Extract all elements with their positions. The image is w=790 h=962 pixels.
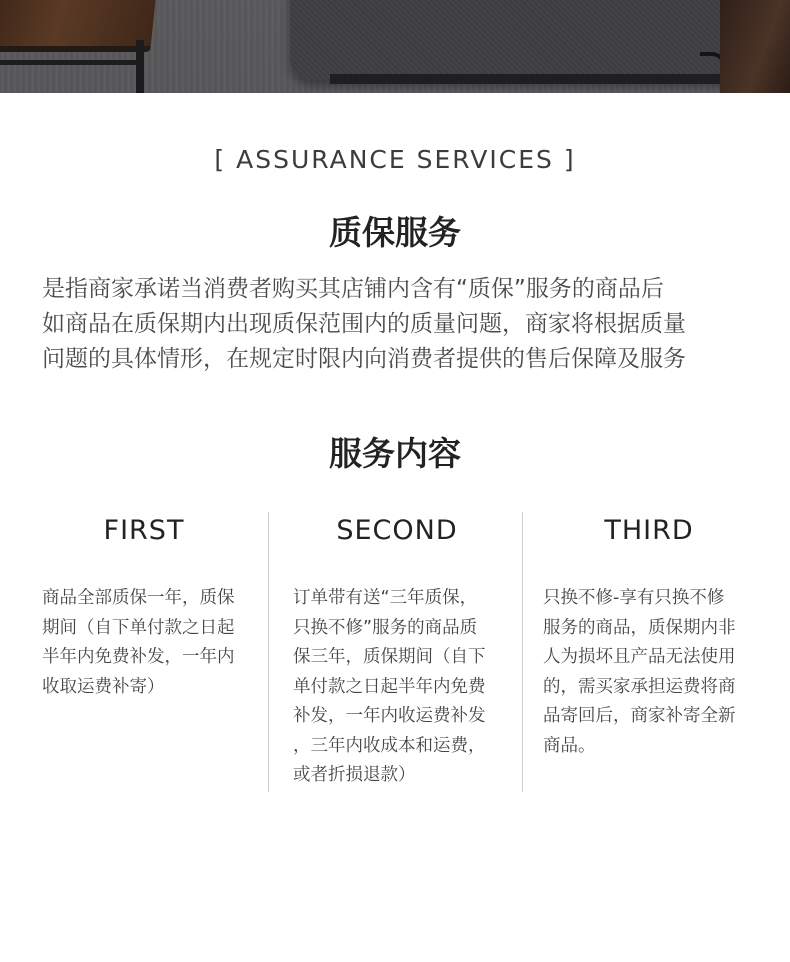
column-divider xyxy=(268,512,269,792)
hero-furniture-photo xyxy=(0,0,790,93)
column-line: 补发，一年内收运费补发 xyxy=(293,706,486,726)
column-heading: SECOND xyxy=(336,515,458,546)
hero-table-leg xyxy=(136,40,144,93)
hero-table-rail xyxy=(0,60,140,65)
assurance-description xyxy=(42,272,752,377)
column-line: ，三年内收成本和运费， xyxy=(293,735,486,756)
service-column-second xyxy=(283,512,511,794)
column-line: 服务的商品，质保期内非 xyxy=(543,617,736,638)
column-line: 半年内免费补发，一年内 xyxy=(42,647,235,667)
column-line: 或者折损退款） xyxy=(293,765,416,785)
service-column-first xyxy=(30,512,258,794)
description-line: 是指商家承诺当消费者购买其店铺内含有“质保”服务的商品后 xyxy=(42,276,664,302)
column-body xyxy=(30,584,258,702)
hero-sofa xyxy=(290,0,760,80)
column-line: 的，需买家承担运费将商 xyxy=(543,676,736,697)
hero-sofa-base xyxy=(330,74,725,84)
column-line: 单付款之日起半年内免费 xyxy=(293,676,486,697)
assurance-services-label: [ ASSURANCE SERVICES ] xyxy=(214,145,576,174)
column-body xyxy=(535,584,763,761)
hero-wood-panel xyxy=(720,0,790,93)
column-line: 订单带有送“三年质保， xyxy=(293,588,478,608)
services-columns xyxy=(0,512,790,794)
column-line: 只换不修”服务的商品质 xyxy=(293,617,478,638)
column-line: 只换不修-享有只换不修 xyxy=(543,588,725,608)
column-body xyxy=(283,584,511,791)
column-line: 期间（自下单付款之日起 xyxy=(42,617,235,638)
services-title: 服务内容 xyxy=(329,434,461,473)
column-line: 保三年，质保期间（自下 xyxy=(293,647,486,667)
column-line: 商品。 xyxy=(543,735,596,756)
description-line: 问题的具体情形，在规定时限内向消费者提供的售后保障及服务 xyxy=(42,346,686,372)
column-divider xyxy=(522,512,523,792)
assurance-title: 质保服务 xyxy=(329,213,461,252)
column-heading: FIRST xyxy=(103,515,185,546)
column-line: 收取运费补寄） xyxy=(42,676,165,697)
description-line: 如商品在质保期内出现质保范围内的质量问题，商家将根据质量 xyxy=(42,311,686,337)
column-line: 商品全部质保一年，质保 xyxy=(42,588,235,608)
service-column-third xyxy=(535,512,763,794)
column-line: 品寄回后，商家补寄全新 xyxy=(543,706,736,726)
column-heading: THIRD xyxy=(604,515,694,546)
column-line: 人为损坏且产品无法使用 xyxy=(543,647,736,667)
